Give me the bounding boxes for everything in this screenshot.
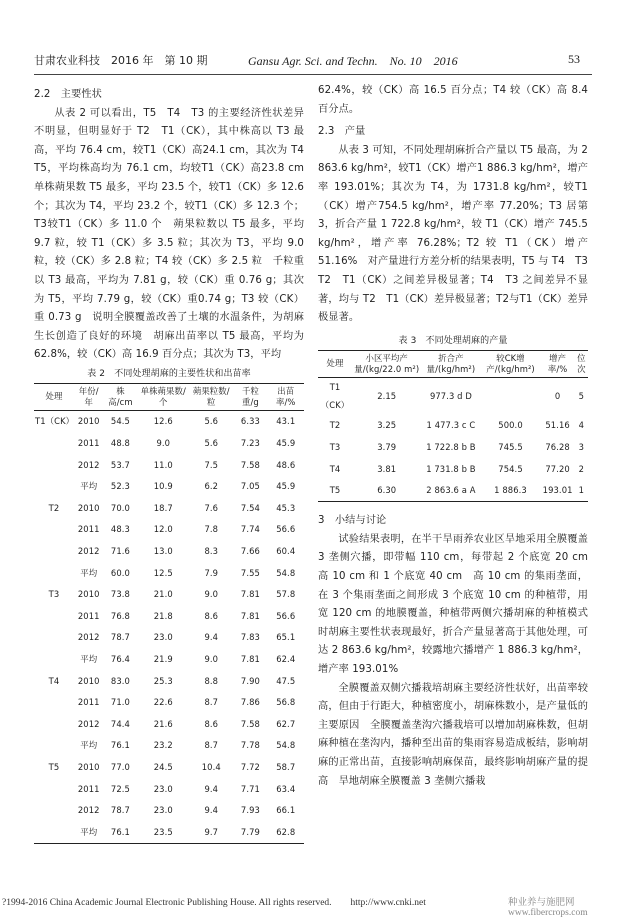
table2-cell: 23.0: [153, 632, 173, 643]
table3-row: [318, 377, 588, 415]
table3-row: [318, 480, 588, 502]
table2-cell: 13.0: [153, 545, 173, 556]
table2-cell: 8.7: [204, 740, 219, 751]
table3-cell: 193.01: [541, 480, 575, 502]
table2: [34, 383, 304, 844]
table2-cell: 54.8: [276, 567, 296, 578]
table2-cell: 48.6: [276, 459, 296, 470]
table2-cell: 2011: [77, 524, 100, 535]
table2-row: [34, 627, 304, 649]
table3-cell: 754.5: [498, 463, 523, 474]
table2-cell: 11.0: [153, 459, 173, 470]
table3-cell: T1（CK）: [320, 381, 350, 411]
table2-cell: 23.5: [137, 821, 189, 843]
table2-cell: 平均: [80, 653, 98, 664]
table2-cell: 56.6: [276, 524, 296, 535]
table2-cell: 48.8: [110, 438, 130, 448]
table2-cell: 18.7: [153, 502, 173, 513]
table2-cell: 2012: [77, 632, 100, 643]
table3: [318, 350, 588, 503]
table2-cell: 2012: [77, 805, 100, 816]
table2-cell: 7.58: [240, 459, 260, 470]
table2-cell: [34, 433, 74, 455]
table2-cell: 7.79: [233, 821, 267, 843]
table2-cell: 78.7: [110, 805, 130, 816]
table2-header-cell: 处理: [34, 383, 74, 410]
table2-cell: 平均: [80, 567, 98, 578]
table2-cell: 7.9: [204, 567, 219, 578]
table2-cell: 9.0: [156, 438, 171, 448]
table2-cell: 70.0: [110, 502, 130, 513]
table3-cell: 77.20: [545, 463, 570, 474]
table2-cell: 2012: [77, 718, 100, 729]
table2-cell: 7.58: [240, 718, 260, 729]
table3-cell: 6.30: [352, 480, 421, 502]
table3-cell: 2: [578, 463, 585, 474]
table2-cell: 24.5: [153, 761, 173, 772]
table2-cell: 7.90: [240, 675, 260, 686]
table3-cell: 3: [578, 442, 585, 452]
table2-cell: 23.2: [153, 740, 173, 751]
table2-cell: 2011: [77, 783, 100, 794]
table2-header-cell: 蒴果粒数/粒: [189, 383, 233, 410]
table2-cell: 2010: [77, 675, 100, 686]
table2-cell: 56.8: [276, 697, 296, 708]
table3-cell: 5: [578, 391, 585, 402]
table3-row: [318, 415, 588, 437]
table2-cell: T3: [48, 589, 60, 600]
conclusion-paragraph-2: 全膜覆盖双侧穴播栽培胡麻主要经济性状好，出苗率较高，但由于行距大，种植密度小，胡麻株数小，是产量低的主要原因 全膜覆盖垄沟穴播栽培可以增加胡麻株数，但胡麻种植在垄沟内，播种至出苗的集雨容易造成板结，影响胡麻的正常出苗，直接影响胡麻保苗，最终影响胡麻产量的提高 旱地胡麻全膜覆盖 3 垄侧穴播栽: [318, 682, 588, 787]
table2-row: [34, 800, 304, 822]
table2-row: [34, 562, 304, 584]
traits-paragraph-continued: 62.4%，较（CK）高 16.5 百分点；T4 较（CK）高 8.4 百分点。: [318, 85, 588, 115]
table2-cell: 2010: [77, 761, 100, 772]
table2-row: [34, 670, 304, 692]
table2-cell: 63.4: [276, 783, 296, 794]
table2-cell: 7.74: [240, 524, 260, 535]
table2-cell: 7.6: [204, 502, 219, 513]
table2-cell: 7.86: [240, 697, 260, 708]
table2-cell: 8.6: [204, 610, 219, 621]
table2-cell: [34, 800, 74, 822]
table2-row: [34, 756, 304, 778]
table3-cell: 1: [575, 480, 588, 502]
table2-cell: 9.7: [189, 821, 233, 843]
table2-row: [34, 497, 304, 519]
table2-cell: 7.5: [204, 459, 219, 470]
table2-cell: [34, 692, 74, 714]
table2-cell: 平均: [80, 740, 98, 751]
table2-cell: 23.0: [153, 783, 173, 794]
table2-cell: T5: [48, 761, 60, 772]
traits-paragraph: 从表 2 可以看出，T5 T4 T3 的主要经济性状差异不明显，但明显好于 T2 T1（CK），其中株高以 T3 最高，平均 76.4 cm，较T1（CK）高24.1 cm，其次为 T4 T5，平均株高均为 76.1 cm，均较T1（CK）高23.8 cm 单株蒴果数 T5 最多，平均 23.5 个，较T1（CK）多 12.6 个；其次为 T4，平均 23.2 个，较T1（CK）多 12.3 个；T3较T1（CK）多 11.0 个 蒴果粒数以 T5 最多，平均 9.7 粒，较 T1（CK）多 3.5 粒；其次为 T3，平均 9.0 粒，较（CK）多 2.8 粒；T4 较（CK）多 2.5 粒 千粒重以 T3 最高，平均为 7.81 g，较（CK）重 0.76 g；其次为 T5，平均 7.79 g，较（CK）重0.74 g；T3 较（CK）重 0.73 g 说明全膜覆盖改善了土壤的水温条件，为胡麻生长创造了良好的环境 胡麻出苗率以 T5 最高，平均为 62.8%，较（CK）高 16.9 百分点；其次为 T3，平均: [34, 107, 315, 361]
table2-cell: 22.6: [153, 697, 173, 708]
table2-cell: 71.0: [110, 697, 130, 708]
table2-cell: [34, 562, 74, 584]
table3-cell: 745.5: [498, 442, 523, 452]
table2-cell: 74.4: [110, 718, 130, 729]
table2-cell: 21.8: [153, 610, 173, 621]
table2-cell: 9.4: [204, 632, 219, 643]
table3-header-cell: 处理: [318, 350, 352, 377]
table2-cell: 45.9: [276, 438, 296, 448]
table2-cell: 60.0: [110, 567, 130, 578]
table3-cell: T4: [329, 463, 341, 474]
table2-cell: 2010: [77, 589, 100, 600]
table2-cell: 12.0: [153, 524, 173, 535]
table2-row: [34, 605, 304, 627]
section-title-traits: 2.2 主要性状: [34, 89, 102, 100]
table2-cell: 2010: [77, 502, 100, 513]
table2-cell: 7.81: [240, 589, 260, 600]
table2-cell: 12.6: [153, 416, 173, 427]
table2-cell: 21.6: [153, 718, 173, 729]
section-title-conclusion: 3 小结与讨论: [318, 515, 387, 527]
table2-cell: 54.8: [276, 740, 296, 751]
table2-cell: 5.6: [204, 438, 219, 448]
table2-row: [34, 519, 304, 541]
table2-cell: 9.4: [204, 783, 219, 794]
table2-cell: 43.1: [276, 416, 296, 427]
header-rule: [34, 74, 592, 75]
table2-cell: 2011: [77, 438, 100, 448]
table2-cell: 45.9: [276, 481, 296, 492]
table2-cell: [34, 540, 74, 562]
table2-cell: 9.0: [204, 653, 219, 664]
table2-cell: 7.81: [240, 610, 260, 621]
table2-cell: 7.05: [240, 481, 260, 492]
table3-cell: 4: [578, 420, 585, 431]
table2-cell: 21.0: [153, 589, 173, 600]
table2-row: [34, 476, 304, 498]
table2-cell: 77.0: [110, 761, 130, 772]
table2-cell: 48.3: [110, 524, 130, 535]
table3-cell: 977.3 d D: [429, 391, 472, 402]
table2-cell: 2010: [77, 416, 100, 427]
right-column: [318, 82, 599, 791]
table2-cell: 21.9: [153, 653, 173, 664]
page-number: 53: [568, 52, 580, 66]
table3-header-cell: 折合产量/(kg/hm²): [421, 350, 480, 377]
table2-cell: 2012: [77, 545, 100, 556]
table2-row: [34, 410, 304, 432]
table2-cell: [34, 605, 74, 627]
table2-cell: 76.4: [110, 653, 130, 664]
table2-row: [34, 648, 304, 670]
table2-cell: 2011: [77, 610, 100, 621]
table2-cell: 62.4: [276, 653, 296, 664]
table2-cell: 10.9: [153, 481, 173, 492]
table2-cell: 76.8: [110, 610, 130, 621]
table2-cell: T4: [48, 675, 60, 686]
table2-cell: 56.6: [276, 610, 296, 621]
table2-header-cell: 年份/年: [74, 383, 104, 410]
table2-cell: [34, 821, 74, 843]
table2-cell: 53.7: [110, 459, 130, 470]
table2-header-cell: 千粒重/g: [233, 383, 267, 410]
table2-cell: 23.0: [153, 805, 173, 816]
table2-cell: 60.4: [276, 545, 296, 556]
table2-row: [34, 821, 304, 843]
table2-row: [34, 433, 304, 455]
table2-cell: 52.3: [110, 481, 130, 492]
table2-cell: 7.78: [240, 740, 260, 751]
table2-cell: [34, 713, 74, 735]
table2-cell: 62.7: [276, 718, 296, 729]
table2-cell: 平均: [74, 821, 104, 843]
table2-cell: 66.1: [276, 805, 296, 816]
table2-cell: 8.8: [204, 675, 219, 686]
table2-cell: 7.8: [204, 524, 219, 535]
table2-cell: 54.5: [110, 416, 130, 427]
table3-header-cell: 小区平均产量/(kg/22.0 m²): [352, 350, 421, 377]
table2-cell: 7.72: [240, 761, 260, 772]
table2-cell: 9.4: [204, 805, 219, 816]
table2-cell: 7.23: [240, 438, 260, 448]
table2-cell: [34, 735, 74, 757]
table2-cell: 25.3: [153, 675, 173, 686]
table3-cell: T5: [318, 480, 352, 502]
table2-cell: 2011: [77, 697, 100, 708]
table2-cell: 5.6: [204, 416, 219, 427]
table2-cell: 10.4: [201, 761, 221, 772]
table3-cell: [480, 377, 540, 415]
table2-row: [34, 778, 304, 800]
table3-cell: 2 863.6 a A: [421, 480, 480, 502]
table2-row: [34, 454, 304, 476]
conclusion-paragraph-1: 试验结果表明，在半干旱雨养农业区旱地采用全膜覆盖 3 垄侧穴播，即带幅 110 cm，每带起 2 个底宽 20 cm 高 10 cm 和 1 个底宽 40 cm 高 10 cm 的集雨垄面，在 3 个集雨垄面之间形成 3 个底宽 10 cm 的种植带，用宽 120 cm 的地膜覆盖，种植带两侧穴播胡麻的种植模式时胡麻主要性状表现最好，折合产量显著高于其他处理，可达 2 863.6 kg/hm²，较露地穴播增产 1 886.3 kg/hm²，增产率 193.01%: [318, 533, 599, 676]
table3-cell: 500.0: [498, 420, 523, 431]
watermark-text: 种业养与施肥网 www.fibercrops.com: [508, 898, 588, 918]
table2-header-cell: 出苗率/%: [267, 383, 304, 410]
table3-cell: 1 886.3: [480, 480, 540, 502]
table3-cell: T2: [329, 420, 341, 431]
table2-cell: 83.0: [110, 675, 130, 686]
table3-cell: 1 722.8 b B: [426, 442, 476, 452]
table2-cell: 71.6: [110, 545, 130, 556]
table2-cell: 58.7: [276, 761, 296, 772]
table2-cell: 6.33: [240, 416, 260, 427]
table2-cell: 7.54: [240, 502, 260, 513]
table3-cell: 3.81: [377, 463, 397, 474]
table2-cell: 9.0: [204, 589, 219, 600]
table3-header-cell: 增产率/%: [541, 350, 575, 377]
table2-cell: 62.8: [267, 821, 304, 843]
table2-cell: 7.71: [240, 783, 260, 794]
table2-cell: [34, 778, 74, 800]
table3-cell: 51.16: [545, 420, 570, 431]
table2-cell: 8.7: [204, 697, 219, 708]
table2-cell: 47.5: [276, 675, 296, 686]
table3-cell: 76.28: [545, 442, 570, 452]
table2-row: [34, 540, 304, 562]
table2-cell: 76.1: [104, 821, 138, 843]
table3-row: [318, 458, 588, 480]
table2-caption: 表 2 不同处理胡麻的主要性状和出苗率: [87, 368, 251, 379]
table3-header-cell: 较CK增产/(kg/hm²): [480, 350, 540, 377]
table2-cell: 7.83: [240, 632, 260, 643]
table2-cell: 57.8: [276, 589, 296, 600]
table3-cell: 1 731.8 b B: [426, 463, 476, 474]
journal-header-english: Gansu Agr. Sci. and Techn. No. 10 2016: [248, 54, 458, 68]
table2-cell: 65.1: [276, 632, 296, 643]
table2-cell: 7.55: [240, 567, 260, 578]
journal-header: 甘肃农业科技 2016 年 第 10 期: [34, 54, 208, 67]
table2-cell: 73.8: [110, 589, 130, 600]
left-column: [34, 86, 315, 844]
table2-cell: 8.6: [204, 718, 219, 729]
table2-cell: T2: [48, 502, 60, 513]
table3-cell: 3.25: [377, 420, 397, 431]
table2-cell: [34, 648, 74, 670]
table2-header-cell: 单株蒴果数/个: [137, 383, 189, 410]
table2-cell: 78.7: [110, 632, 130, 643]
table2-cell: [34, 476, 74, 498]
table3-cell: 3.79: [377, 442, 397, 452]
table2-cell: 7.66: [240, 545, 260, 556]
table2-cell: 2012: [77, 459, 100, 470]
table2-cell: T1（CK）: [35, 416, 75, 427]
table2-row: [34, 584, 304, 606]
table2-cell: 8.3: [204, 545, 219, 556]
table3-cell: T3: [329, 442, 341, 452]
table2-cell: 平均: [80, 481, 98, 492]
table2-row: [34, 713, 304, 735]
table2-cell: 6.2: [204, 481, 219, 492]
table2-cell: 45.3: [276, 502, 296, 513]
table2-cell: 72.5: [110, 783, 130, 794]
table3-cell: 1 477.3 c C: [426, 420, 476, 431]
table2-cell: 7.81: [240, 653, 260, 664]
table2-cell: [34, 627, 74, 649]
table2-cell: [34, 454, 74, 476]
copyright-text: ?1994-2016 China Academic Journal Electronic Publishing House. All rights reserved. http://www.cnki.net: [2, 898, 426, 908]
table3-row: [318, 437, 588, 459]
section-title-yield: 2.3 产量: [318, 126, 366, 138]
table2-row: [34, 692, 304, 714]
table2-header-cell: 株高/cm: [104, 383, 138, 410]
table2-row: [34, 735, 304, 757]
table3-header-cell: 位次: [575, 350, 588, 377]
table3-caption: 表 3 不同处理胡麻的产量: [398, 335, 508, 346]
table2-cell: [34, 519, 74, 541]
table3-cell: 2.15: [377, 391, 397, 402]
table3-cell: 0: [554, 391, 561, 402]
table2-cell: 12.5: [153, 567, 173, 578]
table2-cell: 7.93: [240, 805, 260, 816]
table2-cell: 76.1: [110, 740, 130, 751]
yield-paragraph: 从表 3 可知，不同处理胡麻折合产量以 T5 最高，为 2 863.6 kg/hm²，较T1（CK）增产1 886.3 kg/hm²，增产率 193.01%；其次为 T4，为 1731.8 kg/hm²，较T1（CK）增产754.5 kg/hm²，增产率 77.20%；T3 居第 3，折合产量 1 722.8 kg/hm²，较 T1（CK）增产 745.5 kg/hm²，增产率 76.28%；T2 较 T1（CK）增产 51.16% 对产量进行方差分析的结果表明，T5 与 T4 T3 T2 T1（CK）之间差异极显著；T4 T3 之间差异不显著，均与 T2 T1（CK）差异极显著；T2与T1（CK）差异极显著。: [318, 144, 599, 324]
